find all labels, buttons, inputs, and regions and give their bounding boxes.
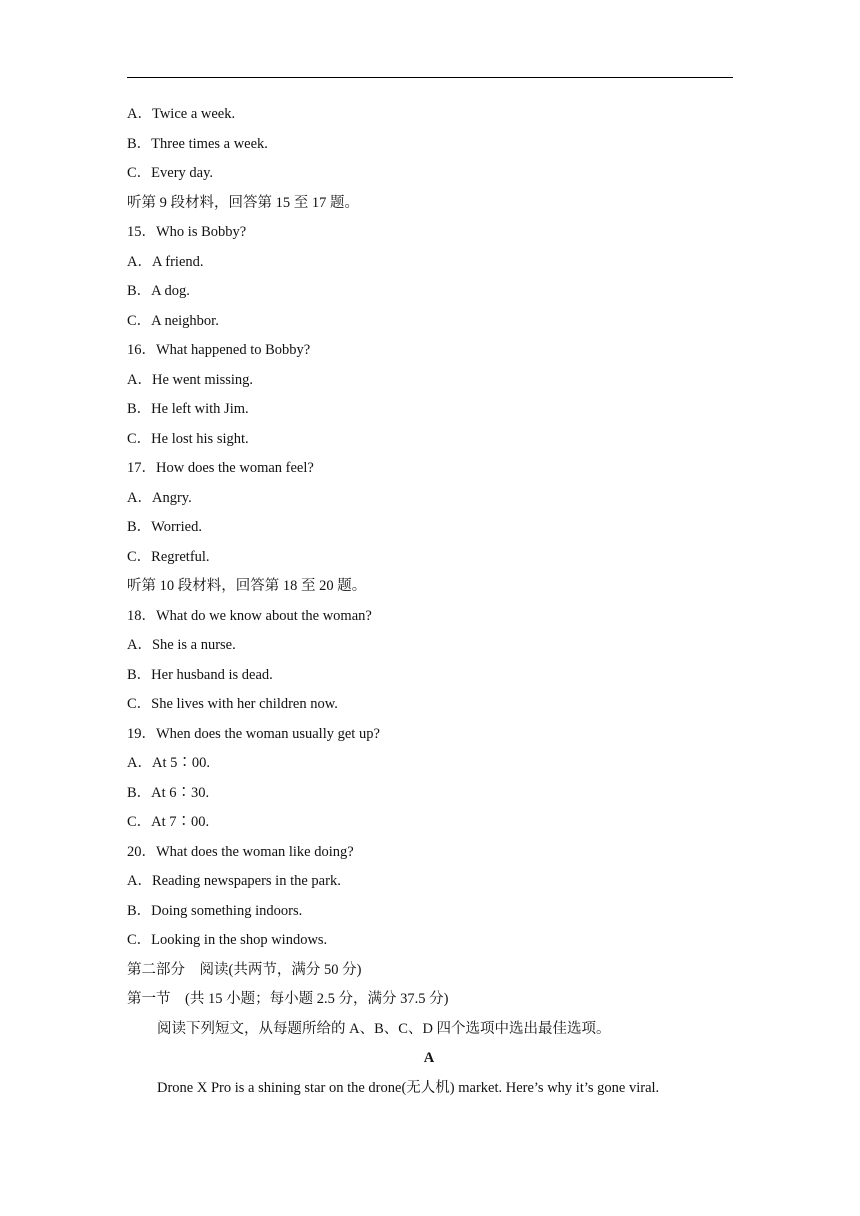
section-instruction: 听第 10 段材料，回答第 18 至 20 题。: [127, 578, 367, 594]
question-16: 16．What happened to Bobby?: [127, 342, 311, 358]
passage-paragraph: Drone X Pro is a shining star on the drone(无人机) market. Here’s why it’s gone viral.: [157, 1079, 660, 1096]
question-15: 15．Who is Bobby?: [127, 224, 247, 240]
option-line: A．Angry.: [127, 489, 192, 506]
option-line: B．Doing something indoors.: [127, 902, 303, 919]
part-heading: 第二部分 阅读(共两节，满分 50 分): [127, 961, 362, 978]
option-line: C．He lost his sight.: [127, 430, 249, 447]
option-line: C．Every day.: [127, 165, 214, 181]
question-17: 17．How does the woman feel?: [127, 460, 314, 476]
option-line: B．A dog.: [127, 283, 190, 299]
option-line: A．At 5∶00.: [127, 755, 210, 771]
question-20: 20．What does the woman like doing?: [127, 843, 354, 860]
option-line: A．She is a nurse.: [127, 637, 236, 653]
header-rule: [127, 77, 733, 78]
option-line: B．Three times a week.: [127, 135, 268, 152]
passage-label: A: [423, 1050, 435, 1066]
option-line: C．Looking in the shop windows.: [127, 932, 328, 948]
option-line: A．A friend.: [127, 253, 204, 270]
option-line: C．At 7∶00.: [127, 814, 210, 830]
option-line: B．Her husband is dead.: [127, 666, 273, 683]
option-line: A．Twice a week.: [127, 106, 236, 122]
option-line: C．Regretful.: [127, 548, 210, 565]
option-line: B．At 6∶30.: [127, 784, 210, 801]
reading-instruction: 阅读下列短文，从每题所给的 A、B、C、D 四个选项中选出最佳选项。: [157, 1020, 611, 1037]
option-line: A．He went missing.: [127, 371, 254, 388]
question-18: 18．What do we know about the woman?: [127, 607, 372, 624]
section-heading: 第一节 (共 15 小题；每小题 2.5 分，满分 37.5 分): [127, 991, 449, 1007]
option-line: C．A neighbor.: [127, 312, 219, 329]
question-19: 19．When does the woman usually get up?: [127, 725, 380, 742]
option-line: B．Worried.: [127, 519, 202, 535]
option-line: C．She lives with her children now.: [127, 696, 338, 712]
document-body: [127, 100, 737, 1103]
section-instruction: 听第 9 段材料，回答第 15 至 17 题。: [127, 194, 359, 211]
option-line: A．Reading newspapers in the park.: [127, 873, 341, 889]
option-line: B．He left with Jim.: [127, 401, 249, 417]
